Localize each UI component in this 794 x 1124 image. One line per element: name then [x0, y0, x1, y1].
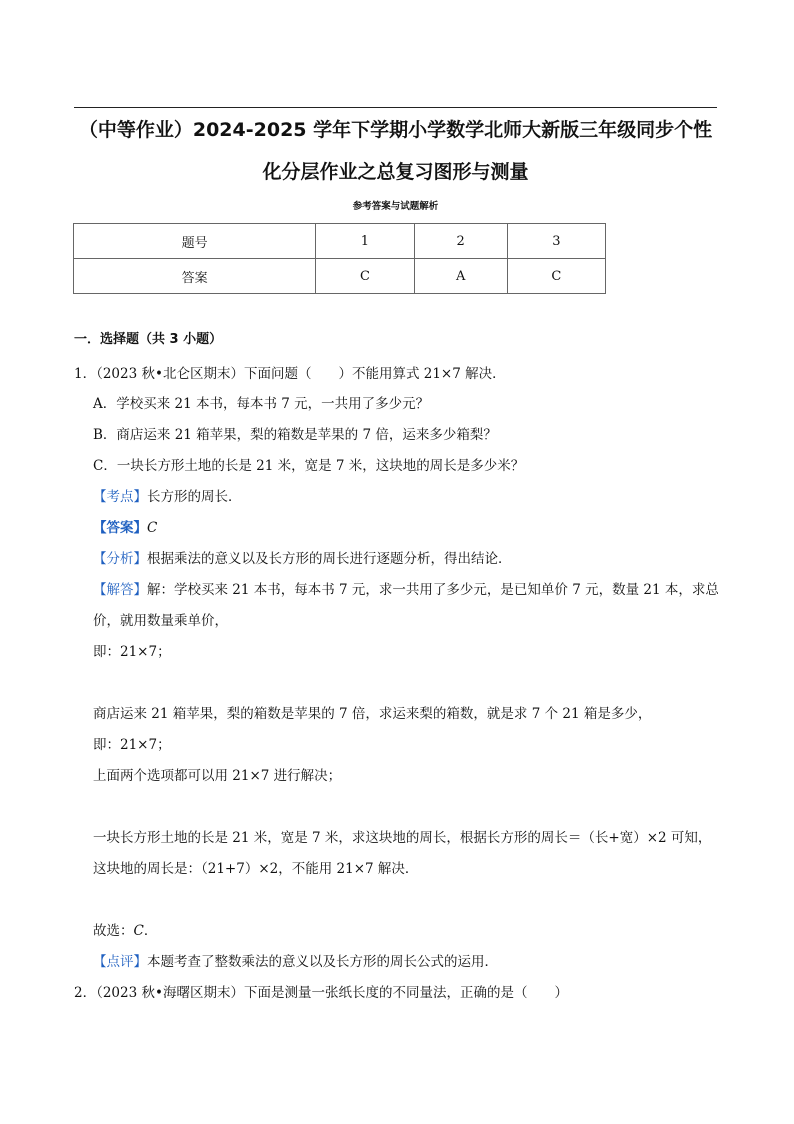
table-cell: 题号: [74, 224, 316, 259]
question-1-option-a: A．学校买来 21 本书，每本书 7 元，一共用了多少元？: [93, 396, 430, 412]
daan-line: [93, 518, 157, 538]
kaodian-text: 长方形的周长．: [147, 489, 242, 505]
page-title-line2: 化分层作业之总复习图形与测量: [262, 161, 529, 183]
kaodian-tag: 【考点】: [93, 489, 147, 505]
question-1-option-c: C．一块长方形土地的长是 21 米，宽是 7 米，这块地的周长是多少米？: [93, 458, 525, 474]
daan-tag: 【答案】: [93, 520, 147, 536]
table-cell: 答案: [74, 259, 316, 294]
jieda-line-2: 价，就用数量乘单价，: [93, 613, 228, 629]
guxuan-label: 故选：: [93, 923, 134, 939]
page-subtitle: 参考答案与试题解析: [352, 201, 439, 212]
guxuan-line: [93, 921, 157, 941]
fenxi-tag: 【分析】: [93, 551, 147, 567]
table-row: [74, 259, 606, 294]
dianping-text: 本题考查了整数乘法的意义以及长方形的周长公式的运用．: [147, 954, 498, 970]
question-1-stem: 1．（2023 秋•北仑区期末）下面问题（ ）不能用算式 21×7 解决．: [74, 366, 506, 382]
header-rule: [74, 107, 717, 108]
table-cell: 1: [316, 224, 414, 259]
ji-line-2: 即：21×7；: [93, 737, 171, 753]
dianping-tag: 【点评】: [93, 954, 147, 970]
jieda-text: 解：学校买来 21 本书，每本书 7 元，求一共用了多少元，是已知单价 7 元，数量 21 本，求总: [147, 582, 719, 598]
section-heading: 一．选择题（共 3 小题）: [74, 332, 223, 347]
guxuan-value: C: [133, 923, 144, 939]
jieda-tag: 【解答】: [93, 582, 147, 598]
answer-table: [73, 223, 606, 294]
question-1-option-b: B．商店运来 21 箱苹果，梨的箱数是苹果的 7 倍，运来多少箱梨？: [93, 427, 497, 443]
fenxi-line: [93, 549, 512, 569]
question-2-stem: 2．（2023 秋•海曙区期末）下面是测量一张纸长度的不同量法，正确的是（ ）: [74, 985, 568, 1001]
table-cell: 3: [507, 224, 605, 259]
table-cell: A: [414, 259, 507, 294]
jieda-line: [93, 580, 719, 600]
table-cell: 2: [414, 224, 507, 259]
page-title-line1: （中等作业）2024-2025 学年下学期小学数学北师大新版三年级同步个性: [78, 119, 713, 141]
table-row: [74, 224, 606, 259]
ji-line-1: 即：21×7；: [93, 644, 171, 660]
table-cell: C: [507, 259, 605, 294]
daan-text: C: [147, 520, 158, 536]
shop-line: 商店运来 21 箱苹果，梨的箱数是苹果的 7 倍，求运来梨的箱数，就是求 7 个 21 箱是多少，: [93, 706, 652, 722]
guxuan-end: ．: [143, 923, 158, 939]
dianping-line: [93, 952, 498, 972]
both-options-line: 上面两个选项都可以用 21×7 进行解决；: [93, 768, 342, 784]
fenxi-text: 根据乘法的意义以及长方形的周长进行逐题分析，得出结论．: [147, 551, 512, 567]
rect-line-2: 这块地的周长是：（21+7）×2，不能用 21×7 解决．: [93, 861, 419, 877]
kaodian-line: [93, 487, 242, 507]
table-cell: C: [316, 259, 414, 294]
rect-line-1: 一块长方形土地的长是 21 米，宽是 7 米，求这块地的周长，根据长方形的周长＝（长+宽）×2 可知，: [93, 830, 712, 846]
